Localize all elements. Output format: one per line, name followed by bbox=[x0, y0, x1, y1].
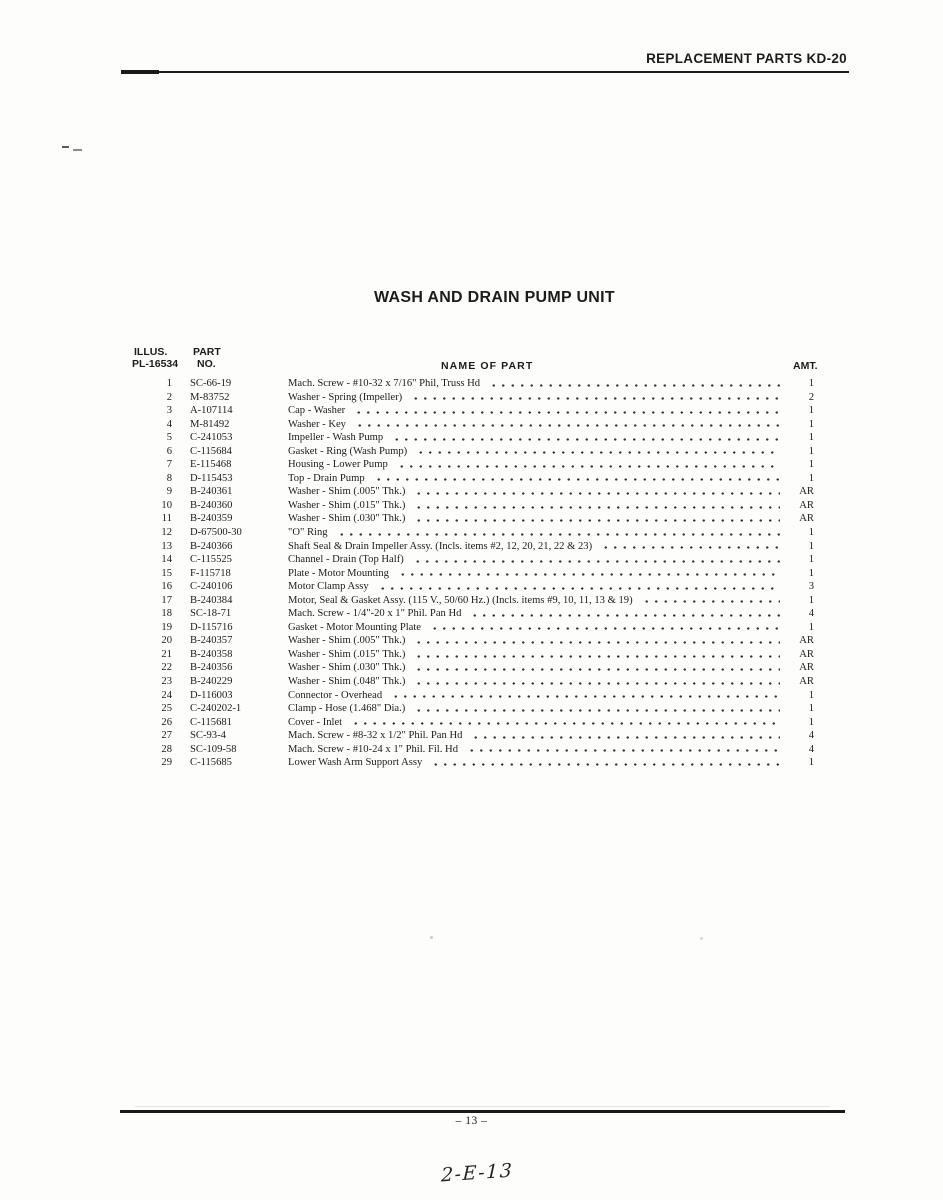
amount: 1 bbox=[808, 594, 814, 606]
part-name: Mach. Screw - #10-24 x 1" Phil. Fil. Hd bbox=[288, 743, 458, 755]
dot-leader bbox=[467, 743, 780, 754]
part-name-cell bbox=[288, 540, 782, 554]
part-name-cell bbox=[288, 377, 782, 391]
part-number: B-240357 bbox=[190, 635, 233, 647]
part-number: SC-18-71 bbox=[190, 608, 232, 620]
page-number: – 13 – bbox=[455, 1115, 488, 1127]
table-row bbox=[130, 716, 814, 730]
illus-number: 26 bbox=[161, 716, 172, 728]
part-name-cell bbox=[288, 391, 782, 405]
column-header-plate-number: PL-16534 bbox=[132, 358, 179, 370]
part-number: B-240361 bbox=[190, 486, 233, 498]
table-row bbox=[130, 485, 814, 499]
part-number: B-240229 bbox=[190, 676, 233, 688]
amount: AR bbox=[799, 486, 814, 498]
dot-leader bbox=[391, 689, 780, 700]
part-name-cell bbox=[288, 567, 782, 581]
parts-table-body bbox=[130, 377, 814, 770]
dot-leader bbox=[354, 404, 780, 415]
rule-ink-blob bbox=[121, 70, 159, 74]
part-name: "O" Ring bbox=[288, 527, 328, 539]
dot-leader bbox=[411, 391, 780, 402]
part-name: Shaft Seal & Drain Impeller Assy. (Incls. items #2, 12, 20, 21, 22 & 23) bbox=[288, 540, 593, 552]
table-row bbox=[130, 499, 814, 513]
part-number: B-240356 bbox=[190, 662, 233, 674]
part-name-cell bbox=[288, 553, 782, 567]
amount: 3 bbox=[808, 581, 814, 593]
scan-artifact-dash bbox=[62, 146, 69, 148]
dot-leader bbox=[337, 526, 780, 537]
part-number: C-115685 bbox=[190, 757, 232, 769]
part-name-cell bbox=[288, 485, 782, 499]
amount: AR bbox=[799, 676, 814, 688]
part-name: Motor, Seal & Gasket Assy. (115 V., 50/60 Hz.) (Incls. items #9, 10, 11, 13 & 19) bbox=[288, 594, 633, 606]
part-name-cell bbox=[288, 458, 782, 472]
dot-leader bbox=[397, 458, 780, 469]
dot-leader bbox=[414, 485, 780, 496]
part-name: Clamp - Hose (1.468" Dia.) bbox=[288, 703, 406, 715]
scan-artifact-dash bbox=[73, 149, 82, 151]
dot-leader bbox=[430, 621, 780, 632]
illus-number: 15 bbox=[161, 567, 172, 579]
illus-number: 14 bbox=[161, 554, 172, 566]
part-name: Channel - Drain (Top Half) bbox=[288, 554, 404, 566]
dot-leader bbox=[414, 702, 780, 713]
amount: 1 bbox=[808, 378, 814, 389]
amount: 1 bbox=[808, 689, 814, 701]
table-row bbox=[130, 526, 814, 540]
part-number: B-240358 bbox=[190, 648, 233, 660]
part-number: C-115525 bbox=[190, 554, 232, 566]
dot-leader bbox=[470, 607, 780, 618]
amount: 1 bbox=[808, 459, 814, 471]
part-number: SC-66-19 bbox=[190, 378, 232, 389]
part-name: Washer - Shim (.015" Thk.) bbox=[288, 499, 406, 511]
dot-leader bbox=[471, 729, 780, 740]
table-row bbox=[130, 458, 814, 472]
part-number: C-240106 bbox=[190, 581, 233, 593]
part-name: Motor Clamp Assy bbox=[288, 581, 369, 593]
column-header-amount: AMT. bbox=[793, 360, 818, 372]
illus-number: 25 bbox=[161, 703, 172, 715]
table-row bbox=[130, 472, 814, 486]
part-number: D-115453 bbox=[190, 472, 233, 484]
part-name-cell bbox=[288, 431, 782, 445]
dot-leader bbox=[414, 648, 780, 659]
amount: AR bbox=[799, 635, 814, 647]
amount: 4 bbox=[808, 730, 814, 742]
part-number: B-240366 bbox=[190, 540, 233, 552]
part-name: Washer - Shim (.030" Thk.) bbox=[288, 513, 406, 525]
column-header-part: PART bbox=[193, 346, 221, 358]
dot-leader bbox=[392, 431, 780, 442]
illus-number: 23 bbox=[161, 676, 172, 688]
illus-number: 22 bbox=[161, 662, 172, 674]
illus-number: 2 bbox=[166, 391, 172, 403]
dot-leader bbox=[374, 472, 780, 483]
column-header-illus: ILLUS. bbox=[134, 346, 168, 358]
table-row bbox=[130, 391, 814, 405]
part-name: Mach. Screw - #10-32 x 7/16" Phil, Truss Hd bbox=[288, 378, 481, 389]
dot-leader bbox=[355, 418, 780, 429]
part-number: F-115718 bbox=[190, 567, 231, 579]
table-row bbox=[130, 756, 814, 770]
scan-speck bbox=[430, 936, 433, 939]
handwritten-note: 2-E-13 bbox=[440, 1159, 514, 1187]
illus-number: 18 bbox=[161, 608, 172, 620]
amount: 1 bbox=[808, 405, 814, 417]
amount: AR bbox=[799, 648, 814, 660]
illus-number: 21 bbox=[161, 648, 172, 660]
part-name-cell bbox=[288, 607, 782, 621]
illus-number: 3 bbox=[166, 405, 172, 417]
scan-faint-line bbox=[135, 1106, 830, 1107]
part-name-cell bbox=[288, 594, 782, 608]
page-header-title: REPLACEMENT PARTS KD-20 bbox=[646, 51, 847, 66]
amount: AR bbox=[799, 513, 814, 525]
part-name-cell bbox=[288, 702, 782, 716]
illus-number: 4 bbox=[166, 418, 172, 430]
illus-number: 9 bbox=[166, 486, 172, 498]
header-rule bbox=[121, 71, 849, 73]
part-name-cell bbox=[288, 634, 782, 648]
dot-leader bbox=[601, 540, 780, 551]
part-name: Washer - Spring (Impeller) bbox=[288, 391, 403, 403]
part-name: Housing - Lower Pump bbox=[288, 459, 388, 471]
table-row bbox=[130, 431, 814, 445]
illus-number: 11 bbox=[161, 513, 172, 525]
part-name: Gasket - Ring (Wash Pump) bbox=[288, 445, 408, 457]
illus-number: 19 bbox=[161, 621, 172, 633]
amount: 1 bbox=[808, 703, 814, 715]
part-number: B-240360 bbox=[190, 499, 233, 511]
illus-number: 5 bbox=[166, 432, 172, 444]
part-number: SC-109-58 bbox=[190, 743, 237, 755]
part-name-cell bbox=[288, 689, 782, 703]
part-name-cell bbox=[288, 580, 782, 594]
dot-leader bbox=[414, 499, 780, 510]
table-row bbox=[130, 702, 814, 716]
amount: 1 bbox=[808, 554, 814, 566]
part-name-cell bbox=[288, 472, 782, 486]
dot-leader bbox=[398, 567, 780, 578]
table-row bbox=[130, 540, 814, 554]
part-name: Gasket - Motor Mounting Plate bbox=[288, 621, 421, 633]
table-row bbox=[130, 418, 814, 432]
table-row bbox=[130, 580, 814, 594]
part-number: C-240202-1 bbox=[190, 703, 242, 715]
part-name: Mach. Screw - 1/4"-20 x 1" Phil. Pan Hd bbox=[288, 608, 462, 620]
amount: 1 bbox=[808, 540, 814, 552]
table-row bbox=[130, 377, 814, 391]
part-name-cell bbox=[288, 526, 782, 540]
part-name: Washer - Key bbox=[288, 418, 346, 430]
illus-number: 29 bbox=[161, 757, 172, 769]
amount: 1 bbox=[808, 716, 814, 728]
illus-number: 16 bbox=[161, 581, 172, 593]
part-name-cell bbox=[288, 648, 782, 662]
illus-number: 28 bbox=[161, 743, 172, 755]
dot-leader bbox=[351, 716, 780, 727]
illus-number: 24 bbox=[161, 689, 172, 701]
part-name-cell bbox=[288, 404, 782, 418]
table-row bbox=[130, 594, 814, 608]
amount: 1 bbox=[808, 472, 814, 484]
part-number: C-241053 bbox=[190, 432, 233, 444]
table-row bbox=[130, 648, 814, 662]
dot-leader bbox=[414, 634, 780, 645]
dot-leader bbox=[642, 594, 780, 605]
dot-leader bbox=[414, 512, 780, 523]
dot-leader bbox=[378, 580, 780, 591]
part-name: Top - Drain Pump bbox=[288, 472, 365, 484]
amount: 1 bbox=[808, 567, 814, 579]
table-row bbox=[130, 634, 814, 648]
scan-speck bbox=[700, 937, 703, 940]
table-row bbox=[130, 675, 814, 689]
column-header-name-of-part: NAME OF PART bbox=[441, 360, 534, 372]
part-name-cell bbox=[288, 499, 782, 513]
part-name: Impeller - Wash Pump bbox=[288, 432, 384, 444]
amount: 2 bbox=[808, 391, 814, 403]
part-name-cell bbox=[288, 661, 782, 675]
illus-number: 13 bbox=[161, 540, 172, 552]
table-row bbox=[130, 607, 814, 621]
part-name-cell bbox=[288, 729, 782, 743]
dot-leader bbox=[431, 756, 780, 767]
part-number: C-115684 bbox=[190, 445, 232, 457]
part-name-cell bbox=[288, 756, 782, 770]
part-number: B-240384 bbox=[190, 594, 233, 606]
illus-number: 10 bbox=[161, 499, 172, 511]
amount: AR bbox=[799, 662, 814, 674]
part-name: Washer - Shim (.048" Thk.) bbox=[288, 676, 406, 688]
amount: 1 bbox=[808, 445, 814, 457]
part-name: Cap - Washer bbox=[288, 405, 346, 417]
illus-number: 27 bbox=[161, 730, 172, 742]
section-title: WASH AND DRAIN PUMP UNIT bbox=[374, 289, 615, 306]
column-header-part-no: NO. bbox=[197, 358, 216, 370]
dot-leader bbox=[489, 377, 780, 388]
part-number: E-115468 bbox=[190, 459, 232, 471]
part-number: M-81492 bbox=[190, 418, 230, 430]
part-name-cell bbox=[288, 418, 782, 432]
part-name: Plate - Motor Mounting bbox=[288, 567, 389, 579]
footer-rule bbox=[120, 1110, 845, 1113]
amount: 4 bbox=[808, 608, 814, 620]
part-number: SC-93-4 bbox=[190, 730, 226, 742]
amount: AR bbox=[799, 499, 814, 511]
part-name: Washer - Shim (.005" Thk.) bbox=[288, 486, 406, 498]
part-name: Mach. Screw - #8-32 x 1/2" Phil. Pan Hd bbox=[288, 730, 463, 742]
part-name-cell bbox=[288, 743, 782, 757]
illus-number: 17 bbox=[161, 594, 172, 606]
part-name: Lower Wash Arm Support Assy bbox=[288, 757, 423, 769]
part-name-cell bbox=[288, 621, 782, 635]
amount: 1 bbox=[808, 418, 814, 430]
part-name: Cover - Inlet bbox=[288, 716, 343, 728]
part-number: A-107114 bbox=[190, 405, 233, 417]
amount: 1 bbox=[808, 432, 814, 444]
part-number: M-83752 bbox=[190, 391, 230, 403]
amount: 1 bbox=[808, 527, 814, 539]
part-name-cell bbox=[288, 512, 782, 526]
part-name-cell bbox=[288, 675, 782, 689]
illus-number: 7 bbox=[166, 459, 172, 471]
table-row bbox=[130, 553, 814, 567]
illus-number: 20 bbox=[161, 635, 172, 647]
dot-leader bbox=[413, 553, 780, 564]
table-row bbox=[130, 729, 814, 743]
part-name: Connector - Overhead bbox=[288, 689, 383, 701]
amount: 1 bbox=[808, 621, 814, 633]
part-name: Washer - Shim (.015" Thk.) bbox=[288, 648, 406, 660]
part-name-cell bbox=[288, 445, 782, 459]
illus-number: 12 bbox=[161, 527, 172, 539]
dot-leader bbox=[414, 661, 780, 672]
dot-leader bbox=[416, 445, 780, 456]
illus-number: 6 bbox=[166, 445, 172, 457]
dot-leader bbox=[414, 675, 780, 686]
table-row bbox=[130, 689, 814, 703]
part-name: Washer - Shim (.005" Thk.) bbox=[288, 635, 406, 647]
part-number: D-116003 bbox=[190, 689, 233, 701]
part-name-cell bbox=[288, 716, 782, 730]
part-number: C-115681 bbox=[190, 716, 232, 728]
illus-number: 1 bbox=[166, 378, 172, 389]
table-row bbox=[130, 512, 814, 526]
table-row bbox=[130, 661, 814, 675]
part-number: D-67500-30 bbox=[190, 527, 242, 539]
table-row bbox=[130, 567, 814, 581]
part-number: D-115716 bbox=[190, 621, 233, 633]
part-name: Washer - Shim (.030" Thk.) bbox=[288, 662, 406, 674]
illus-number: 8 bbox=[166, 472, 172, 484]
amount: 1 bbox=[808, 757, 814, 769]
part-number: B-240359 bbox=[190, 513, 233, 525]
table-row bbox=[130, 404, 814, 418]
table-row bbox=[130, 621, 814, 635]
table-row bbox=[130, 445, 814, 459]
amount: 4 bbox=[808, 743, 814, 755]
table-row bbox=[130, 743, 814, 757]
